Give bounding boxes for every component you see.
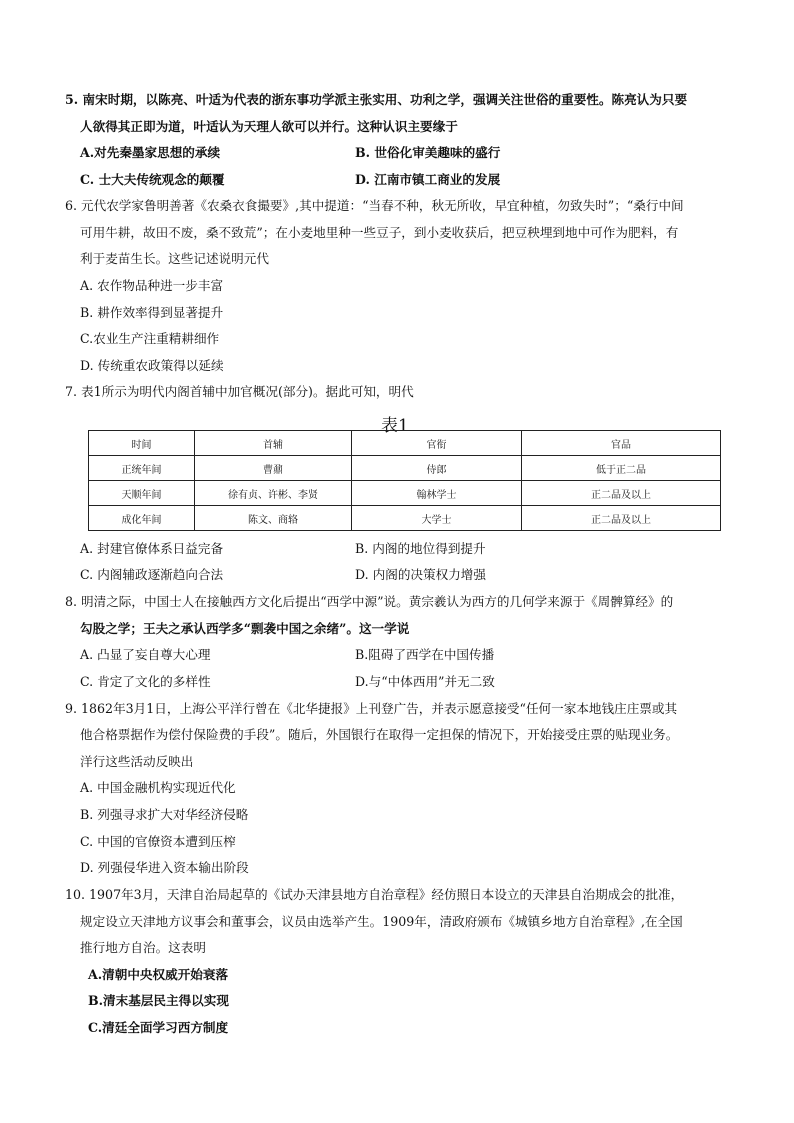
q6-option-a[interactable]: A. 农作物品种进一步丰富 (80, 278, 224, 293)
table-cell: 天顺年间 (89, 481, 195, 506)
table-cell: 徐有贞、许彬、李贤 (195, 481, 352, 506)
q10-option-b[interactable]: B.清末基层民主得以实现 (88, 993, 229, 1008)
q10-stem-line-3: 推行地方自治。这表明 (80, 940, 206, 955)
q5-stem-line-1: 5. 南宋时期，以陈亮、叶适为代表的浙东事功学派主张实用、功利之学，强调关注世俗的重要性。陈亮认为只要 (65, 92, 688, 107)
table-cell: 大学士 (352, 506, 522, 531)
q9-option-c[interactable]: C. 中国的官僚资本遭到压榨 (80, 834, 236, 849)
q9-stem-line-1: 9. 1862年3月1日，上海公平洋行曾在《北华捷报》上刊登广告，并表示愿意接受“任何一家本地钱庄庄票或其 (65, 701, 678, 716)
q7-option-a[interactable]: A. 封建官僚体系日益完备 (80, 541, 224, 556)
q10-stem-line-1: 10. 1907年3月，天津自治局起草的《试办天津县地方自治章程》经仿照日本设立的天津县自治期成会的批准， (65, 887, 684, 902)
table-cell: 正二品及以上 (522, 506, 721, 531)
q9-option-d[interactable]: D. 列强侵华进入资本输出阶段 (80, 860, 249, 875)
q8-stem-line-1: 8. 明清之际，中国士人在接触西方文化后提出“西学中源”说。黄宗羲认为西方的几何学来源于《周髀算经》的 (65, 594, 674, 609)
q5-option-d[interactable]: D. 江南市镇工商业的发展 (355, 172, 501, 187)
table-header-cell: 官品 (522, 431, 721, 456)
table-cell: 侍郎 (352, 456, 522, 481)
q9-stem-line-2: 他合格票据作为偿付保险费的手段”。随后，外国银行在取得一定担保的情况下，开始接受庄票的贴现业务。 (80, 727, 679, 742)
q8-option-d[interactable]: D.与“中体西用”并无二致 (355, 674, 495, 689)
table-cell: 低于正二品 (522, 456, 721, 481)
table-cell: 翰林学士 (352, 481, 522, 506)
table-header-cell: 时间 (89, 431, 195, 456)
q8-stem-line-2: 勾股之学；王夫之承认西学多“剽袭中国之余绪”。这一学说 (80, 621, 410, 636)
q9-stem-line-3: 洋行这些活动反映出 (80, 754, 194, 769)
q10-option-c[interactable]: C.清廷全面学习西方制度 (88, 1020, 229, 1035)
q7-option-b[interactable]: B. 内阁的地位得到提升 (355, 541, 486, 556)
q10-option-a[interactable]: A.清朝中央权威开始衰落 (88, 967, 229, 982)
q6-option-b[interactable]: B. 耕作效率得到显著提升 (80, 305, 224, 320)
table-cell: 正二品及以上 (522, 481, 721, 506)
table-row (89, 481, 721, 506)
q5-option-b[interactable]: B. 世俗化审美趣味的盛行 (355, 145, 501, 160)
q6-option-d[interactable]: D. 传统重农政策得以延续 (80, 358, 224, 373)
q5-option-a[interactable]: A.对先秦墨家思想的承续 (80, 145, 221, 160)
q7-option-c[interactable]: C. 内阁辅政逐渐趋向合法 (80, 567, 224, 582)
q8-option-c[interactable]: C. 肯定了文化的多样性 (80, 674, 211, 689)
q7-option-d[interactable]: D. 内阁的决策权力增强 (355, 567, 486, 582)
q6-stem-line-3: 利于麦苗生长。这些记述说明元代 (80, 251, 269, 266)
q8-option-a[interactable]: A. 凸显了妄自尊大心理 (80, 647, 211, 662)
table-header-cell: 官衔 (352, 431, 522, 456)
q7-stem: 7. 表1所示为明代内阁首辅中加官概况(部分)。据此可知，明代 (65, 384, 414, 399)
q6-stem-line-1: 6. 元代农学家鲁明善著《农桑衣食撮要》,其中提道：“当春不种，秋无所收，早宜种植，勿致失时”；“桑行中间 (65, 198, 684, 213)
table-header-row (89, 431, 721, 456)
q9-option-b[interactable]: B. 列强寻求扩大对华经济侵略 (80, 807, 249, 822)
table-cell: 成化年间 (89, 506, 195, 531)
q5-stem-line-2: 人欲得其正即为道，叶适认为天理人欲可以并行。这种认识主要缘于 (80, 119, 458, 134)
table-header-cell: 首辅 (195, 431, 352, 456)
table-row (89, 506, 721, 531)
q6-stem-line-2: 可用牛耕，故田不废，桑不致荒”；在小麦地里种一些豆子，到小麦收获后，把豆秧埋到地中可作为肥料，有 (80, 225, 679, 240)
table-cell: 正统年间 (89, 456, 195, 481)
q10-stem-line-2: 规定设立天津地方议事会和董事会，议员由选举产生。1909年，清政府颁布《城镇乡地方自治章程》,在全国 (80, 914, 683, 929)
q8-option-b[interactable]: B.阻碍了西学在中国传播 (355, 647, 495, 662)
table-caption: 表1 (381, 416, 409, 436)
q5-option-c[interactable]: C. 士大夫传统观念的颠覆 (80, 172, 225, 187)
q9-option-a[interactable]: A. 中国金融机构实现近代化 (80, 780, 236, 795)
table-cell: 陈文、商辂 (195, 506, 352, 531)
table-cell: 曹鼐 (195, 456, 352, 481)
q6-option-c[interactable]: C.农业生产注重精耕细作 (80, 331, 220, 346)
officials-table (88, 430, 721, 531)
table-row (89, 456, 721, 481)
